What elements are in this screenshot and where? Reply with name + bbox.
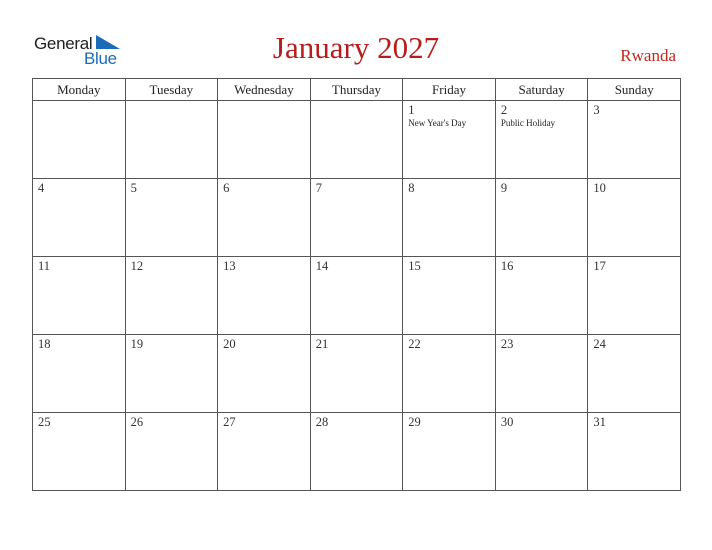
day-cell — [218, 257, 311, 335]
day-cell — [588, 179, 681, 257]
country-name: Rwanda — [620, 46, 676, 65]
day-number: 29 — [408, 415, 421, 429]
calendar-grid — [32, 78, 681, 491]
day-number: 21 — [315, 337, 329, 351]
day-cell — [310, 335, 403, 413]
day-number: 17 — [593, 259, 606, 273]
day-number: 30 — [500, 415, 514, 429]
weekday-header: Monday — [33, 79, 126, 101]
week-row — [33, 335, 681, 413]
day-number: 18 — [38, 337, 51, 351]
holiday-label: New Year's Day — [408, 118, 467, 128]
day-cell — [310, 179, 403, 257]
weekday-header: Sunday — [588, 79, 681, 101]
day-cell — [588, 335, 681, 413]
day-cell — [588, 257, 681, 335]
day-cell — [495, 335, 588, 413]
day-number: 2 — [500, 103, 508, 117]
day-cell — [33, 101, 126, 179]
day-cell — [33, 179, 126, 257]
day-cell — [495, 257, 588, 335]
day-cell — [33, 257, 126, 335]
day-cell — [495, 179, 588, 257]
day-cell — [403, 101, 496, 179]
day-number: 12 — [130, 259, 144, 273]
day-cell — [218, 335, 311, 413]
day-number: 25 — [38, 415, 51, 429]
day-number: 16 — [500, 259, 514, 273]
day-number: 8 — [408, 181, 415, 195]
day-number: 24 — [593, 337, 606, 351]
calendar-title: January 2027 — [272, 30, 440, 65]
day-number: 4 — [38, 181, 45, 195]
day-cell — [310, 413, 403, 491]
day-cell — [218, 179, 311, 257]
day-number: 5 — [130, 181, 137, 195]
weekday-header: Friday — [403, 79, 496, 101]
day-number: 20 — [223, 337, 236, 351]
day-number: 26 — [130, 415, 144, 429]
day-cell — [588, 101, 681, 179]
day-cell — [33, 413, 126, 491]
day-cell — [403, 413, 496, 491]
day-number: 28 — [315, 415, 329, 429]
day-cell — [310, 101, 403, 179]
week-row — [33, 101, 681, 179]
day-cell — [403, 257, 496, 335]
day-number: 14 — [315, 259, 329, 273]
day-number: 3 — [593, 103, 600, 117]
day-number: 6 — [223, 181, 230, 195]
day-cell — [33, 335, 126, 413]
day-cell — [403, 179, 496, 257]
day-number: 22 — [408, 337, 421, 351]
weekday-header: Thursday — [310, 79, 403, 101]
week-row — [33, 413, 681, 491]
day-cell — [403, 335, 496, 413]
day-cell — [218, 101, 311, 179]
weekday-header: Tuesday — [125, 79, 218, 101]
day-number: 7 — [315, 181, 322, 195]
weekday-header: Saturday — [495, 79, 588, 101]
week-row — [33, 257, 681, 335]
day-number: 10 — [593, 181, 606, 195]
day-number: 13 — [223, 259, 236, 273]
day-cell — [125, 101, 218, 179]
day-number: 1 — [408, 103, 415, 117]
day-cell — [125, 413, 218, 491]
weekday-header: Wednesday — [218, 79, 311, 101]
day-number: 9 — [500, 181, 508, 195]
day-number: 15 — [408, 259, 421, 273]
day-cell — [125, 335, 218, 413]
day-number: 11 — [38, 259, 51, 273]
weekday-header-row — [33, 79, 681, 101]
day-cell — [125, 257, 218, 335]
day-number: 23 — [500, 337, 514, 351]
day-cell — [310, 257, 403, 335]
logo-text-general: General — [34, 34, 93, 53]
day-number: 31 — [593, 415, 606, 429]
day-cell — [495, 413, 588, 491]
day-cell — [495, 101, 588, 179]
day-cell — [218, 413, 311, 491]
day-cell — [588, 413, 681, 491]
day-cell — [125, 179, 218, 257]
day-number: 27 — [223, 415, 236, 429]
week-row — [33, 179, 681, 257]
holiday-label: Public Holiday — [500, 118, 556, 128]
logo-text-blue: Blue — [84, 49, 117, 68]
day-number: 19 — [130, 337, 144, 351]
